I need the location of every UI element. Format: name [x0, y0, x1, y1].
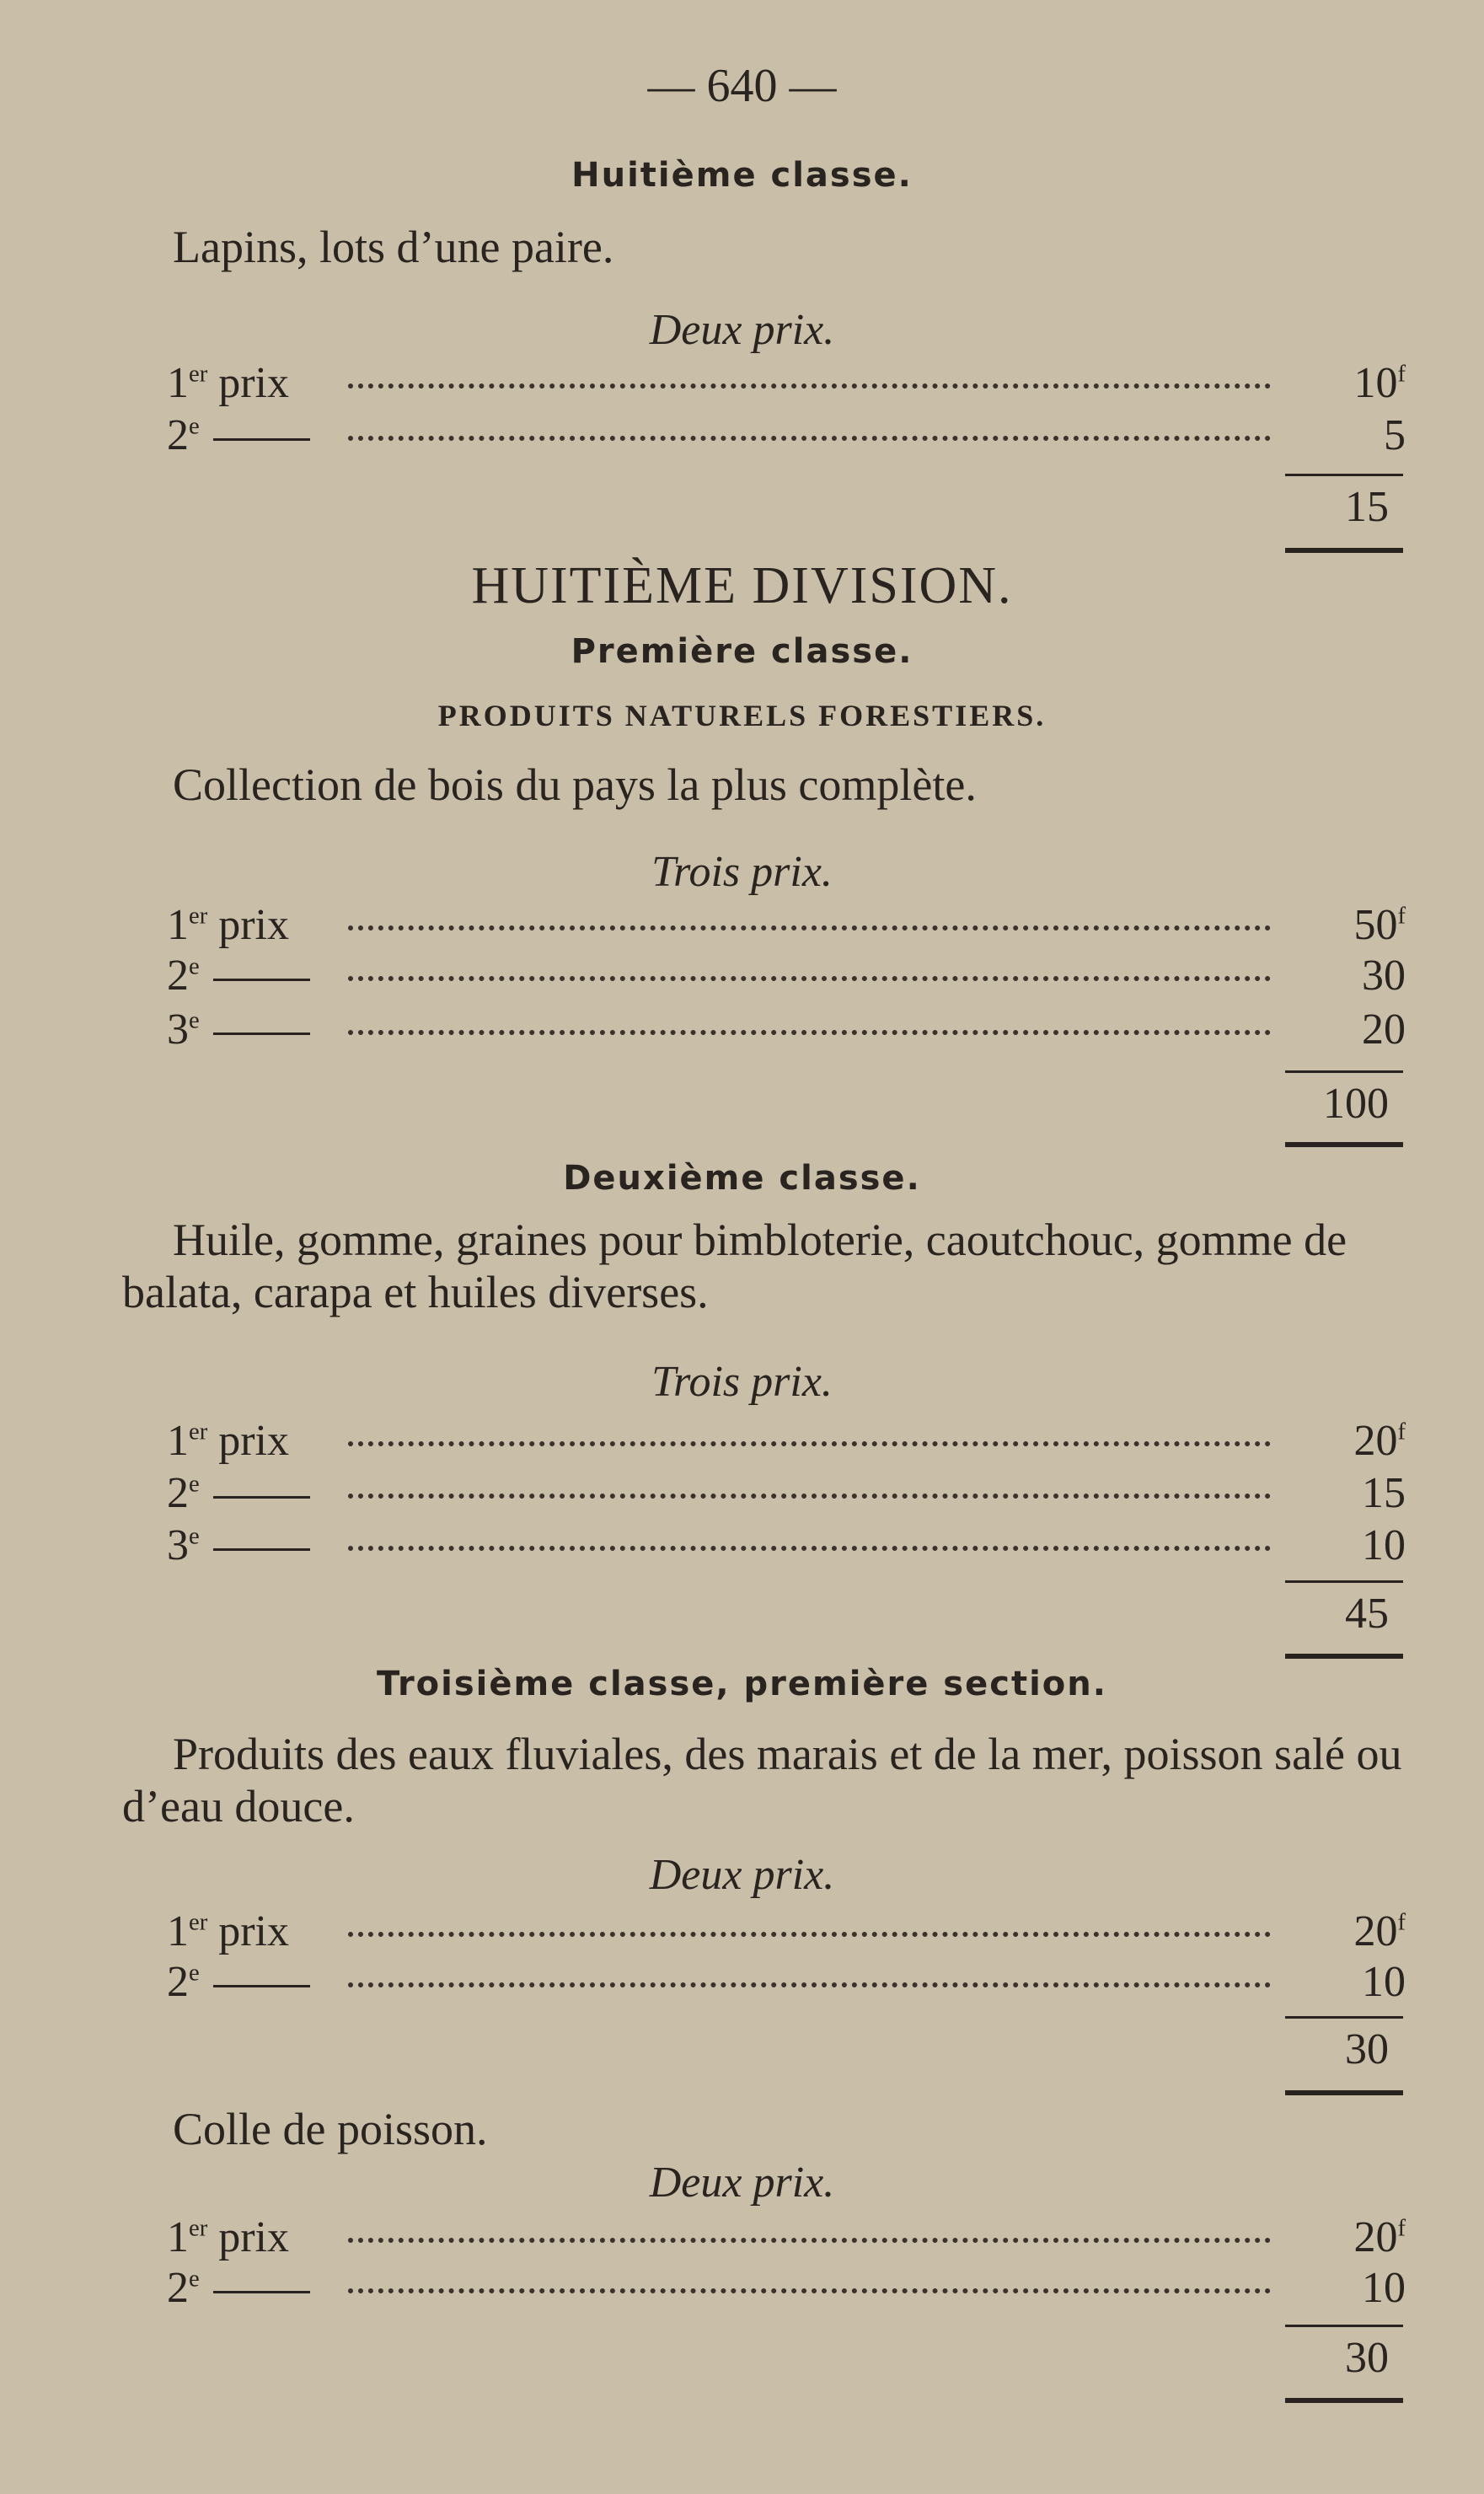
prize-label: 1er prix	[167, 901, 289, 949]
dot-leader	[348, 436, 1271, 441]
class-heading: Troisième classe, première section.	[377, 1665, 1107, 1703]
prize-count-heading: Trois prix.	[651, 1358, 833, 1406]
prize-amount: 20$^f$	[1353, 1417, 1406, 1465]
prize-amount: 10	[1362, 2264, 1406, 2312]
prize-label: 2e	[167, 1468, 310, 1518]
prize-row	[167, 2212, 1406, 2265]
prize-label: 1er prix	[167, 1417, 289, 1465]
total-rule	[1285, 2090, 1403, 2095]
class-heading: Deuxième classe.	[563, 1159, 921, 1198]
prize-label: 2e	[167, 2263, 310, 2313]
section-total: 30	[1345, 2334, 1389, 2382]
sum-rule	[1285, 1070, 1403, 1073]
prize-label: 3e	[167, 1005, 310, 1054]
prize-amount: 15	[1362, 1469, 1406, 1517]
item-description: Colle de poisson.	[173, 2104, 488, 2154]
prize-label: 1er prix	[167, 2213, 289, 2261]
total-rule	[1285, 1142, 1403, 1147]
dot-leader	[348, 1546, 1271, 1551]
prize-label: 1er prix	[167, 1907, 289, 1955]
prize-count-heading: Deux prix.	[649, 2159, 835, 2207]
item-description: Collection de bois du pays la plus complète.	[173, 759, 977, 810]
prize-label: 1er prix	[167, 359, 289, 407]
prize-row	[167, 900, 1406, 952]
prize-amount: 10	[1362, 1521, 1406, 1569]
prize-row	[167, 2263, 1406, 2315]
section-total: 100	[1323, 1080, 1389, 1128]
prize-row	[167, 1005, 1406, 1057]
sum-rule	[1285, 2325, 1403, 2327]
dot-leader	[348, 976, 1271, 981]
prize-amount: 50$^f$	[1353, 901, 1406, 949]
prize-label: 2e	[167, 410, 310, 460]
dot-leader	[348, 383, 1271, 389]
category-heading: PRODUITS NATURELS FORESTIERS.	[437, 699, 1047, 732]
total-rule	[1285, 548, 1403, 553]
prize-row	[167, 1521, 1406, 1573]
section-total: 45	[1345, 1590, 1389, 1638]
dot-leader	[348, 1932, 1271, 1937]
prize-amount: 10$^f$	[1353, 359, 1406, 407]
dot-leader	[348, 1494, 1271, 1499]
sum-rule	[1285, 2016, 1403, 2019]
prize-amount: 20$^f$	[1353, 1907, 1406, 1955]
prize-count-heading: Deux prix.	[649, 1851, 835, 1899]
prize-row	[167, 1468, 1406, 1521]
total-rule	[1285, 1654, 1403, 1659]
item-description: Huile, gomme, graines pour bimbloterie, caoutchouc, gomme de balata, carapa et huiles diverses.	[122, 1215, 1347, 1317]
dot-leader	[348, 1982, 1271, 1987]
prize-amount: 20	[1362, 1006, 1406, 1054]
dot-leader	[348, 1441, 1271, 1446]
item-description: Lapins, lots d’une paire.	[173, 222, 614, 272]
class-heading: Première classe.	[571, 632, 913, 671]
item-description: Produits des eaux fluviales, des marais et de la mer, poisson salé ou d’eau douce.	[122, 1729, 1402, 1832]
section-total: 15	[1345, 483, 1389, 531]
sum-rule	[1285, 1580, 1403, 1583]
dot-leader	[348, 1030, 1271, 1035]
division-heading: HUITIÈME DIVISION.	[471, 557, 1013, 614]
prize-amount: 30	[1362, 952, 1406, 1000]
prize-amount: 5	[1384, 411, 1406, 459]
prize-row	[167, 1416, 1406, 1468]
dot-leader	[348, 925, 1271, 931]
page-number: — 640 —	[647, 60, 837, 112]
prize-row	[167, 951, 1406, 1003]
sum-rule	[1285, 474, 1403, 476]
prize-count-heading: Deux prix.	[649, 306, 835, 354]
class-heading: Huitième classe.	[571, 156, 913, 195]
section-total: 30	[1345, 2025, 1389, 2073]
total-rule	[1285, 2398, 1403, 2403]
dot-leader	[348, 2288, 1271, 2293]
prize-row	[167, 1957, 1406, 2009]
prize-row	[167, 358, 1406, 410]
prize-label: 2e	[167, 951, 310, 1000]
prize-amount: 10	[1362, 1958, 1406, 2006]
dot-leader	[348, 2238, 1271, 2243]
prize-label: 3e	[167, 1521, 310, 1570]
prize-row	[167, 1907, 1406, 1959]
prize-row	[167, 410, 1406, 463]
prize-amount: 20$^f$	[1353, 2213, 1406, 2261]
prize-label: 2e	[167, 1957, 310, 2007]
prize-count-heading: Trois prix.	[651, 848, 833, 896]
